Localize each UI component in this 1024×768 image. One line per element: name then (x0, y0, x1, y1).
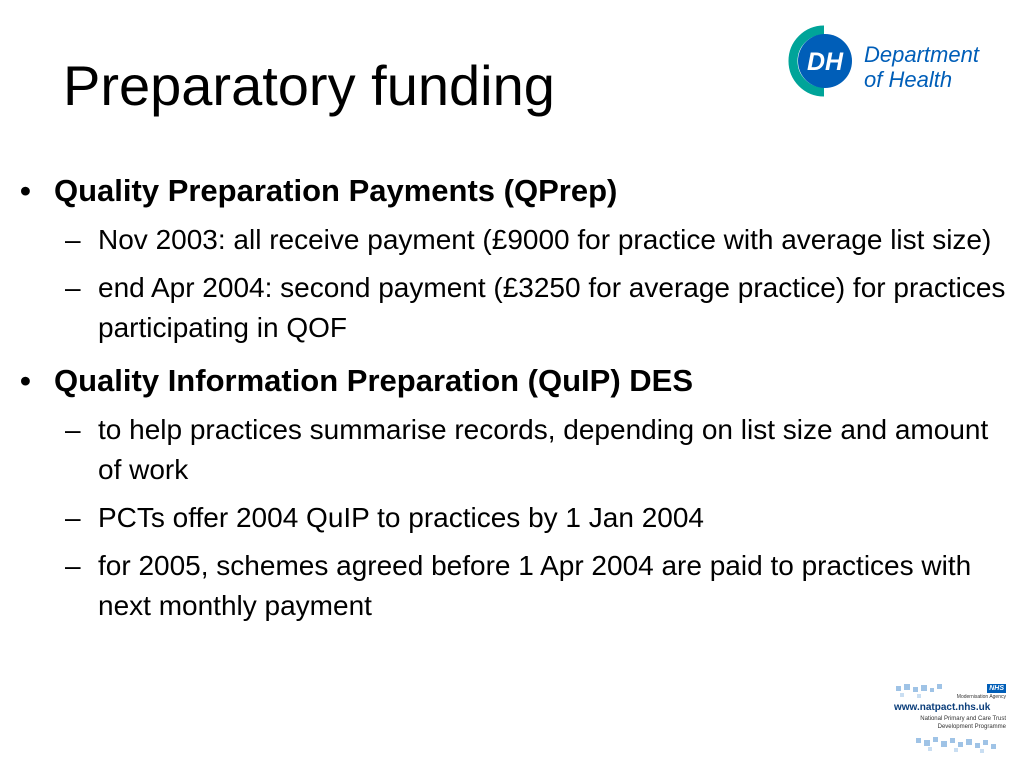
sub-bullet-text: end Apr 2004: second payment (£3250 for average practice) for practices participating in QOF (98, 272, 1006, 343)
sub-bullet-text: Nov 2003: all receive payment (£9000 for practice with average list size) (98, 224, 992, 255)
bullet-quip (0, 362, 1024, 400)
sub-bullet-marker: – (65, 224, 81, 255)
programme-line1: National Primary and Care Trust (920, 716, 1006, 722)
sub-bullet-marker: – (65, 550, 81, 581)
natpact-logo (892, 682, 1012, 754)
sub-bullet-marker: – (65, 272, 81, 303)
bullet-qprep (0, 172, 1024, 210)
nhs-badge: NHS (989, 685, 1004, 692)
dh-logo-text (864, 42, 979, 92)
sub-bullet-marker: – (65, 502, 81, 533)
programme-line2: Development Programme (937, 724, 1006, 730)
bullet-text: Quality Information Preparation (QuIP) DES (54, 363, 694, 398)
bullet-marker: • (20, 363, 31, 398)
dh-logo-line1: Department (864, 42, 979, 67)
dh-logo-mark-icon (784, 24, 858, 98)
sub-bullet-text: PCTs offer 2004 QuIP to practices by 1 Jan 2004 (98, 502, 704, 533)
sub-bullet-item (0, 410, 1024, 490)
slide-body (0, 172, 1024, 634)
slide-title: Preparatory funding (63, 54, 555, 117)
sub-bullet-item (0, 220, 1024, 260)
natpact-url: www.natpact.nhs.uk (894, 702, 991, 713)
sub-bullet-text: to help practices summarise records, depending on list size and amount of work (98, 414, 989, 485)
programme-text (920, 715, 1006, 731)
department-of-health-logo (784, 22, 1004, 102)
sub-bullet-item (0, 498, 1024, 538)
bullet-marker: • (20, 173, 31, 208)
agency-text: Modernisation Agency (956, 694, 1006, 700)
sub-bullet-marker: – (65, 414, 81, 445)
dh-logo-letters: DH (806, 48, 844, 76)
sub-bullet-item (0, 546, 1024, 626)
bullet-text: Quality Preparation Payments (QPrep) (54, 173, 618, 208)
sub-bullet-item (0, 268, 1024, 348)
sub-bullet-text: for 2005, schemes agreed before 1 Apr 2004 are paid to practices with next monthly payment (98, 550, 972, 621)
dh-logo-line2: of Health (864, 67, 953, 92)
